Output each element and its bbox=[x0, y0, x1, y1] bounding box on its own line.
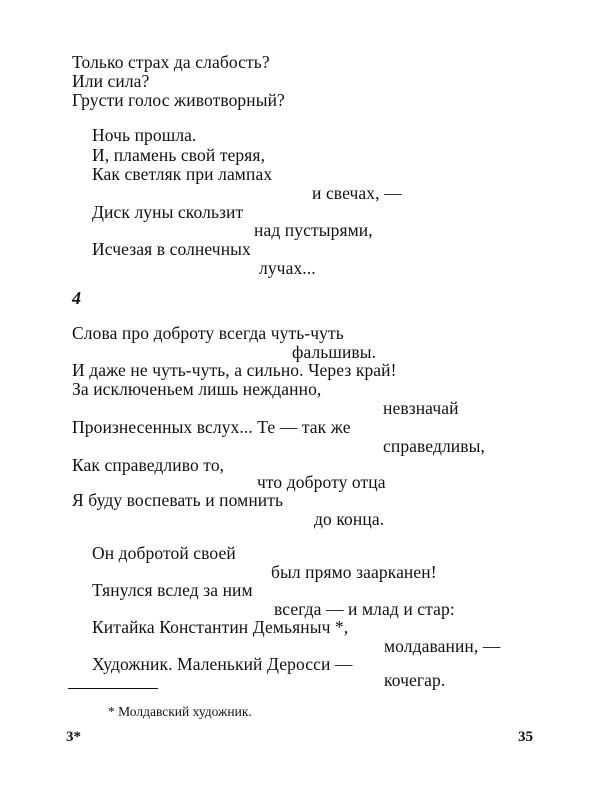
poem-line: Диск луны скользит bbox=[92, 202, 244, 222]
signature-mark: 3* bbox=[66, 729, 81, 745]
poem-line: Он добротой своей bbox=[92, 543, 236, 563]
poem-line: молдаванин, — bbox=[384, 636, 501, 656]
poem-line: Как справедливо то, bbox=[72, 455, 225, 475]
poem-line: невзначай bbox=[383, 398, 459, 418]
poem-line: Я буду воспевать и помнить bbox=[72, 490, 284, 510]
footnote: * Молдавский художник. bbox=[108, 704, 252, 719]
poem-line: Слова про доброту всегда чуть-чуть bbox=[72, 323, 344, 343]
poem-line: Произнесенных вслух... Те — так же bbox=[72, 417, 351, 437]
poem-line: лучах... bbox=[259, 258, 316, 278]
poem-line: был прямо заарканен! bbox=[271, 562, 437, 582]
section-number: 4 bbox=[72, 288, 81, 308]
poem-line: до конца. bbox=[314, 509, 385, 529]
poem-line: Ночь прошла. bbox=[92, 125, 197, 145]
poem-line: справедливы, bbox=[383, 436, 485, 456]
poem-line: И даже не чуть-чуть, а сильно. Через край! bbox=[72, 360, 397, 380]
poem-line: над пустырями, bbox=[254, 220, 373, 240]
poem-line: Грусти голос животворный? bbox=[72, 90, 285, 110]
poem-line: Или сила? bbox=[72, 71, 150, 91]
poem-line: Китайка Константин Демьяныч *, bbox=[92, 617, 349, 637]
page-number: 35 bbox=[518, 729, 533, 745]
poem-line: Только страх да слабость? bbox=[72, 52, 270, 72]
footnote-rule bbox=[68, 688, 158, 689]
poem-line: Исчезая в солнечных bbox=[92, 239, 251, 259]
poem-line: Художник. Маленький Деросси — bbox=[92, 654, 353, 674]
poem-line: фальшивы. bbox=[292, 342, 377, 362]
poem-line: За исключеньем лишь нежданно, bbox=[72, 379, 322, 399]
poem-line: Тянулся вслед за ним bbox=[92, 580, 253, 600]
poem-line: и свечах, — bbox=[312, 183, 402, 203]
poem-line: что доброту отца bbox=[257, 472, 386, 492]
poem-line: всегда — и млад и стар: bbox=[274, 599, 455, 619]
poem-line: И, пламень свой теряя, bbox=[92, 145, 266, 165]
poem-line: кочегар. bbox=[384, 670, 446, 690]
poem-line: Как светляк при лампах bbox=[92, 164, 273, 184]
